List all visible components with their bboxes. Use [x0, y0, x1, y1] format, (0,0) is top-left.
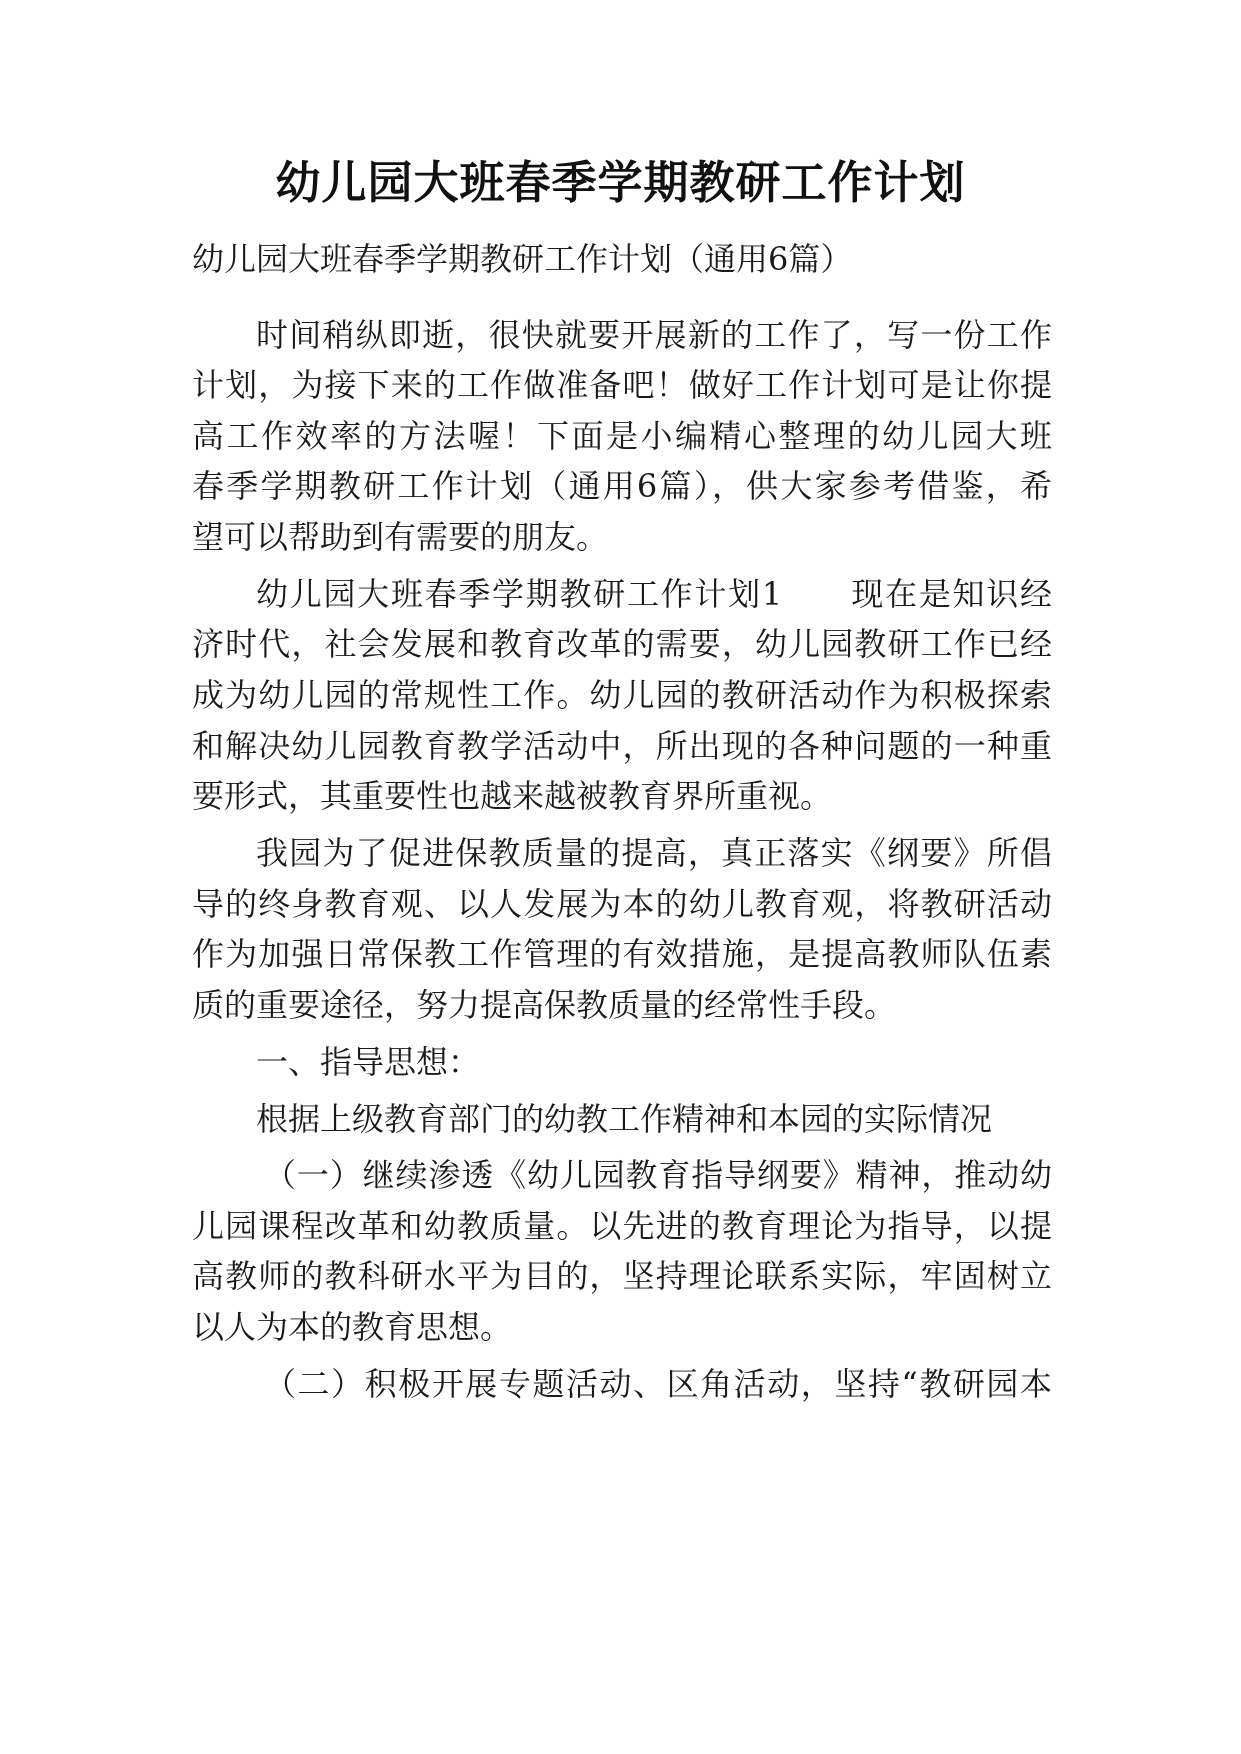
paragraph-line: 时间稍纵即逝，很快就要开展新的工作了，写一份工作	[256, 316, 1052, 354]
paragraph-line: 作为加强日常保教工作管理的有效措施，是提高教师队伍素	[192, 935, 1052, 973]
document-title: 幼儿园大班春季学期教研工作计划	[275, 156, 966, 209]
paragraph-line: 高教师的教科研水平为目的，坚持理论联系实际，牢固树立	[192, 1257, 1052, 1295]
paragraph-line: 望可以帮助到有需要的朋友。	[192, 518, 609, 556]
paragraph-line: 儿园课程改革和幼教质量。以先进的教育理论为指导，以提	[192, 1207, 1052, 1245]
paragraph-line: 成为幼儿园的常规性工作。幼儿园的教研活动作为积极探索	[192, 676, 1052, 714]
paragraph-line: 以人为本的教育思想。	[192, 1308, 513, 1346]
paragraph-line: 导的终身教育观、以人发展为本的幼儿教育观，将教研活动	[192, 885, 1052, 923]
paragraph-line: 和解决幼儿园教育教学活动中，所出现的各种问题的一种重	[192, 727, 1052, 765]
section-heading: 一、指导思想：	[256, 1043, 481, 1081]
paragraph-line: （一）继续渗透《幼儿园教育指导纲要》精神，推动幼	[264, 1156, 1052, 1194]
paragraph-line: 高工作效率的方法喔！下面是小编精心整理的幼儿园大班	[192, 417, 1052, 455]
paragraph-line: 计划，为接下来的工作做准备吧！做好工作计划可是让你提	[192, 366, 1052, 404]
paragraph-line: 济时代，社会发展和教育改革的需要，幼儿园教研工作已经	[192, 625, 1052, 663]
subtitle-line: 幼儿园大班春季学期教研工作计划（通用6篇）	[192, 240, 853, 278]
paragraph-line: （二）积极开展专题活动、区角活动，坚持“教研园本	[264, 1365, 1052, 1403]
paragraph-line: 我园为了促进保教质量的提高，真正落实《纲要》所倡	[256, 834, 1052, 872]
paragraph-line: 春季学期教研工作计划（通用6篇），供大家参考借鉴，希	[192, 467, 1052, 505]
paragraph-line: 幼儿园大班春季学期教研工作计划1 现在是知识经	[256, 575, 1052, 613]
paragraph-line: 根据上级教育部门的幼教工作精神和本园的实际情况	[256, 1100, 993, 1138]
paragraph-line: 要形式，其重要性也越来越被教育界所重视。	[192, 777, 833, 815]
paragraph-line: 质的重要途径，努力提高保教质量的经常性手段。	[192, 986, 897, 1024]
